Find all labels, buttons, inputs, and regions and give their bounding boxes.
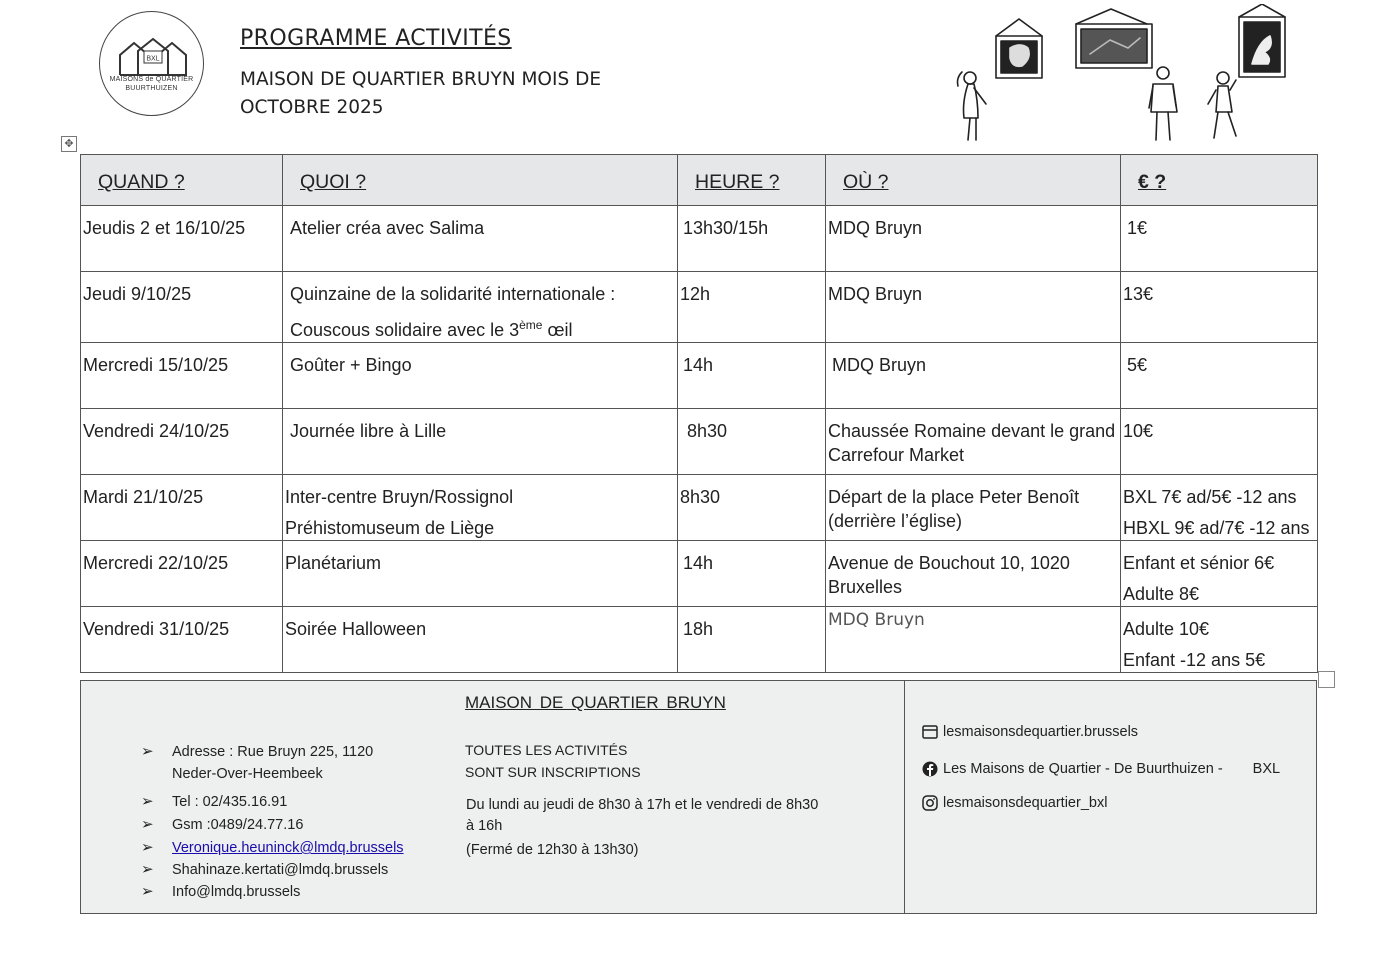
cell-ou: Avenue de Bouchout 10, 1020 Bruxelles xyxy=(826,541,1121,607)
footer-closed: (Fermé de 12h30 à 13h30) xyxy=(466,842,639,858)
cell-heure: 14h xyxy=(678,343,826,409)
cell-heure: 13h30/15h xyxy=(678,206,826,272)
table-row xyxy=(81,272,1318,343)
contact-gsm: ➢ Gsm :0489/24.77.16 xyxy=(141,814,404,836)
cell-quoi: Journée libre à Lille xyxy=(283,409,678,475)
table-row xyxy=(81,541,1318,607)
cell-heure: 18h xyxy=(678,607,826,673)
cell-ou: Départ de la place Peter Benoît (derrière l’église) xyxy=(826,475,1121,541)
cell-prix xyxy=(1121,541,1318,607)
table-row xyxy=(81,475,1318,541)
cell-quand: Jeudis 2 et 16/10/25 xyxy=(81,206,283,272)
social-instagram: lesmaisonsdequartier_bxl xyxy=(922,795,1107,811)
contact-email-shahinaze: ➢ Shahinaze.kertati@lmdq.brussels xyxy=(141,859,404,881)
arrow-bullet-icon: ➢ xyxy=(141,816,154,833)
footer-divider xyxy=(904,681,905,913)
footer-title: MAISON DE QUARTIER BRUYN xyxy=(465,693,726,712)
header-heure: HEURE ? xyxy=(678,155,826,206)
cell-prix: 10€ xyxy=(1121,409,1318,475)
instagram-icon xyxy=(922,795,938,811)
table-header-row xyxy=(81,155,1318,206)
cell-ou: MDQ Bruyn xyxy=(826,206,1121,272)
cell-prix: 13€ xyxy=(1121,272,1318,343)
cell-heure: 8h30 xyxy=(678,409,826,475)
cell-quoi xyxy=(283,272,678,343)
contact-address: ➢ Adresse : Rue Bruyn 225, 1120 Neder-Over-Heembeek xyxy=(141,743,374,782)
cell-heure: 8h30 xyxy=(678,475,826,541)
cell-quoi: Atelier créa avec Salima xyxy=(283,206,678,272)
cell-prix-line2: Enfant -12 ans 5€ xyxy=(1123,650,1266,670)
table-row xyxy=(81,607,1318,673)
header-quand: QUAND ? xyxy=(81,155,283,206)
cell-ou: Chaussée Romaine devant le grand Carrefour Market xyxy=(826,409,1121,475)
contact-tel: ➢ Tel : 02/435.16.91 xyxy=(141,791,404,813)
cell-quoi: Soirée Halloween xyxy=(283,607,678,673)
footer-hours: Du lundi au jeudi de 8h30 à 17h et le vendredi de 8h30 à 16h xyxy=(466,797,819,834)
arrow-bullet-icon: ➢ xyxy=(141,793,154,810)
table-row xyxy=(81,409,1318,475)
cell-prix-line1: Enfant et sénior 6€ xyxy=(1123,553,1275,573)
page-title: PROGRAMME ACTIVITÉS xyxy=(240,26,512,51)
cell-quoi-line2: Couscous solidaire avec le 3ème œil xyxy=(290,318,573,340)
cell-heure: 14h xyxy=(678,541,826,607)
logo-line2: BUURTHUIZEN xyxy=(125,85,178,92)
social-website: lesmaisonsdequartier.brussels xyxy=(922,724,1138,740)
arrow-bullet-icon: ➢ xyxy=(141,883,154,900)
cell-quand: Jeudi 9/10/25 xyxy=(81,272,283,343)
logo xyxy=(99,11,204,116)
cell-ou: MDQ Bruyn xyxy=(826,272,1121,343)
page-subtitle: MAISON DE QUARTIER BRUYN MOIS DE OCTOBRE 2025 xyxy=(240,69,602,118)
table-move-handle[interactable]: ✥ xyxy=(61,136,77,152)
header-quoi: QUOI ? xyxy=(283,155,678,206)
cell-quoi xyxy=(283,475,678,541)
arrow-bullet-icon: ➢ xyxy=(141,743,154,760)
cell-quoi: Goûter + Bingo xyxy=(283,343,678,409)
browser-icon xyxy=(922,724,938,740)
cell-quand: Vendredi 31/10/25 xyxy=(81,607,283,673)
table-row xyxy=(81,206,1318,272)
facebook-icon xyxy=(922,761,938,777)
cell-prix: 1€ xyxy=(1121,206,1318,272)
houses-icon xyxy=(118,37,188,77)
cell-prix-line1: Adulte 10€ xyxy=(1123,619,1210,639)
contact-email-veronique xyxy=(141,837,404,859)
cell-quand: Mercredi 15/10/25 xyxy=(81,343,283,409)
cell-quand: Vendredi 24/10/25 xyxy=(81,409,283,475)
header-prix: € ? xyxy=(1121,155,1318,206)
cell-heure: 12h xyxy=(678,272,826,343)
table-row xyxy=(81,343,1318,409)
footer-inscriptions: TOUTES LES ACTIVITÉS SONT SUR INSCRIPTIONS xyxy=(465,742,641,780)
cell-prix xyxy=(1121,475,1318,541)
logo-line1: MAISONS de QUARTIER xyxy=(109,76,194,83)
cell-ou: MDQ Bruyn xyxy=(826,343,1121,409)
logo-badge: BXL xyxy=(146,55,160,63)
header-ou: OÙ ? xyxy=(826,155,1121,206)
gallery-illustration xyxy=(950,4,1295,144)
arrow-bullet-icon: ➢ xyxy=(141,839,154,856)
cell-prix-line2: Adulte 8€ xyxy=(1123,584,1200,604)
cell-quoi: Planétarium xyxy=(283,541,678,607)
cell-quoi-line1: Quinzaine de la solidarité internationale : xyxy=(290,284,616,304)
footer-box xyxy=(80,680,1317,914)
social-facebook: Les Maisons de Quartier - De Buurthuizen - BXL xyxy=(922,761,1280,777)
table-resize-handle[interactable] xyxy=(1318,671,1335,688)
cell-prix: 5€ xyxy=(1121,343,1318,409)
cell-quand: Mardi 21/10/25 xyxy=(81,475,283,541)
cell-quoi-line2: Préhistomuseum de Liège xyxy=(285,518,495,538)
arrow-bullet-icon: ➢ xyxy=(141,861,154,878)
activities-table xyxy=(80,154,1318,673)
cell-prix-line1: BXL 7€ ad/5€ -12 ans xyxy=(1123,487,1297,507)
cell-quoi-line1: Inter-centre Bruyn/Rossignol xyxy=(285,487,514,507)
cell-quand: Mercredi 22/10/25 xyxy=(81,541,283,607)
contact-email-info: ➢ Info@lmdq.brussels xyxy=(141,881,404,903)
email-link-veronique[interactable]: Veronique.heuninck@lmdq.brussels xyxy=(172,840,404,856)
contact-list xyxy=(141,741,404,903)
cell-ou: MDQ Bruyn xyxy=(826,607,1121,673)
cell-prix-line2: HBXL 9€ ad/7€ -12 ans xyxy=(1123,518,1310,538)
cell-prix xyxy=(1121,607,1318,673)
